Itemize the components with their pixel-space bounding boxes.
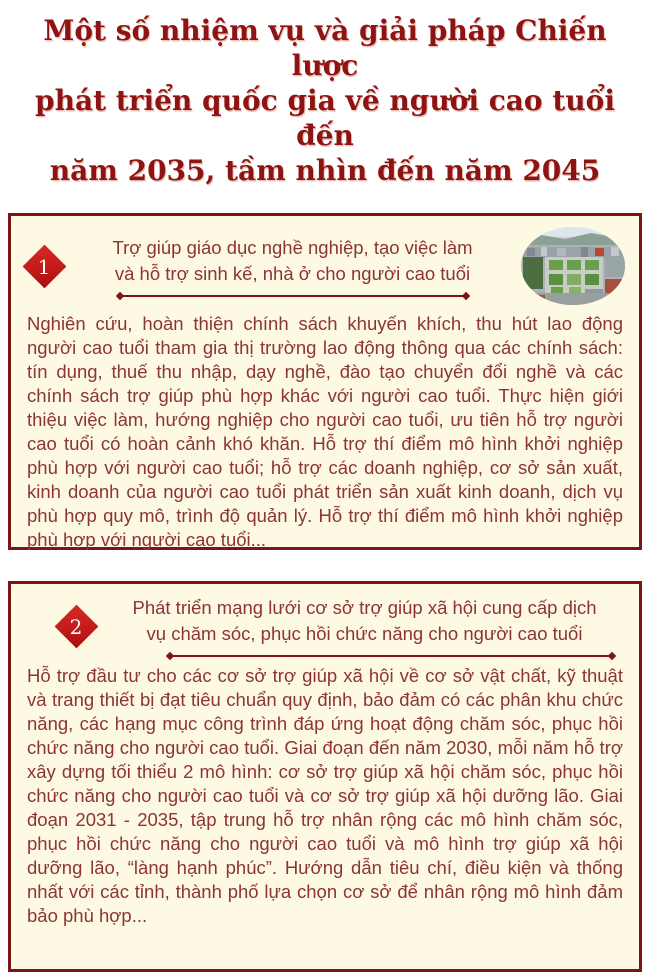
section-2-header xyxy=(11,584,639,657)
section-1-heading xyxy=(78,235,507,287)
title-line-2: phát triển quốc gia về người cao tuổi đến xyxy=(35,84,615,152)
page-title xyxy=(15,13,635,188)
section-1-number-badge xyxy=(23,244,67,288)
heading-underline-decoration xyxy=(120,295,466,297)
aerial-city-photo xyxy=(521,227,625,305)
section-1-body-text: Nghiên cứu, hoàn thiện chính sách khuyến khích, thu hút lao động người cao tuổi tham gia thị trường lao động thông qua các chính sách: tín dụng, thuế thu nhập, dạy nghề, đào tạo chuyển đổi nghề và các chính sách trợ giúp phù hợp khác với người cao tuổi. Thực hiện giới thiệu việc làm, hướng nghiệp cho người cao tuổi, ưu tiên hỗ trợ người cao tuổi có hoàn cảnh khó khăn. Hỗ trợ thí điểm mô hình khởi nghiệp phù hợp với người cao tuổi; hỗ trợ các doanh nghiệp, cơ sở sản xuất, kinh doanh của người cao tuổi phát triển sản xuất kinh doanh, dịch vụ phù hợp quy mô, trình độ quản lý. Hỗ trợ thí điểm mô hình khởi nghiệp phù hợp với người cao tuổi... xyxy=(27,313,623,550)
heading-line: vụ chăm sóc, phục hồi chức năng cho người cao tuổi xyxy=(146,623,583,644)
section-card-1 xyxy=(8,213,642,550)
section-2-number-badge xyxy=(55,604,99,648)
section-2-number: 2 xyxy=(70,613,83,638)
heading-line: Trợ giúp giáo dục nghề nghiệp, tạo việc làm xyxy=(112,237,473,258)
infographic-page xyxy=(0,13,650,972)
title-line-1: Một số nhiệm vụ và giải pháp Chiến lược xyxy=(43,14,607,82)
section-card-2 xyxy=(8,581,642,972)
heading-line: và hỗ trợ sinh kế, nhà ở cho người cao tuổi xyxy=(114,263,471,284)
section-1-number: 1 xyxy=(38,253,51,278)
section-2-heading xyxy=(110,595,619,647)
heading-underline-decoration xyxy=(170,655,612,657)
section-2-heading-column xyxy=(104,595,625,657)
title-line-3: năm 2035, tầm nhìn đến năm 2045 xyxy=(49,154,601,187)
aerial-city-photo-graphic xyxy=(521,227,625,305)
section-2-body-text: Hỗ trợ đầu tư cho các cơ sở trợ giúp xã hội về cơ sở vật chất, kỹ thuật và trang thiết bị đạt tiêu chuẩn quy định, bảo đảm có các phân khu chức năng, các hạng mục công trình đáp ứng hoạt động chăm sóc, phục hồi chức năng cho người cao tuổi. Giai đoạn đến năm 2030, mỗi năm hỗ trợ xây dựng tối thiểu 2 mô hình: cơ sở trợ giúp xã hội chăm sóc, phục hồi chức năng cho người cao tuổi và cơ sở trợ giúp xã hội dưỡng lão. Giai đoạn 2031 - 2035, tập trung hỗ trợ nhân rộng các mô hình chăm sóc, phục hồi chức năng cho người cao tuổi và mô hình trợ giúp xã hội dưỡng lão, “làng hạnh phúc”. Hướng dẫn tiêu chí, điều kiện và thống nhất với các tỉnh, thành phố lựa chọn cơ sở để nhân rộng mô hình đảm bảo phù hợp... xyxy=(27,665,623,926)
section-1-heading-column xyxy=(72,235,513,297)
heading-line: Phát triển mạng lưới cơ sở trợ giúp xã hội cung cấp dịch xyxy=(132,597,597,618)
section-1-header xyxy=(11,216,639,305)
